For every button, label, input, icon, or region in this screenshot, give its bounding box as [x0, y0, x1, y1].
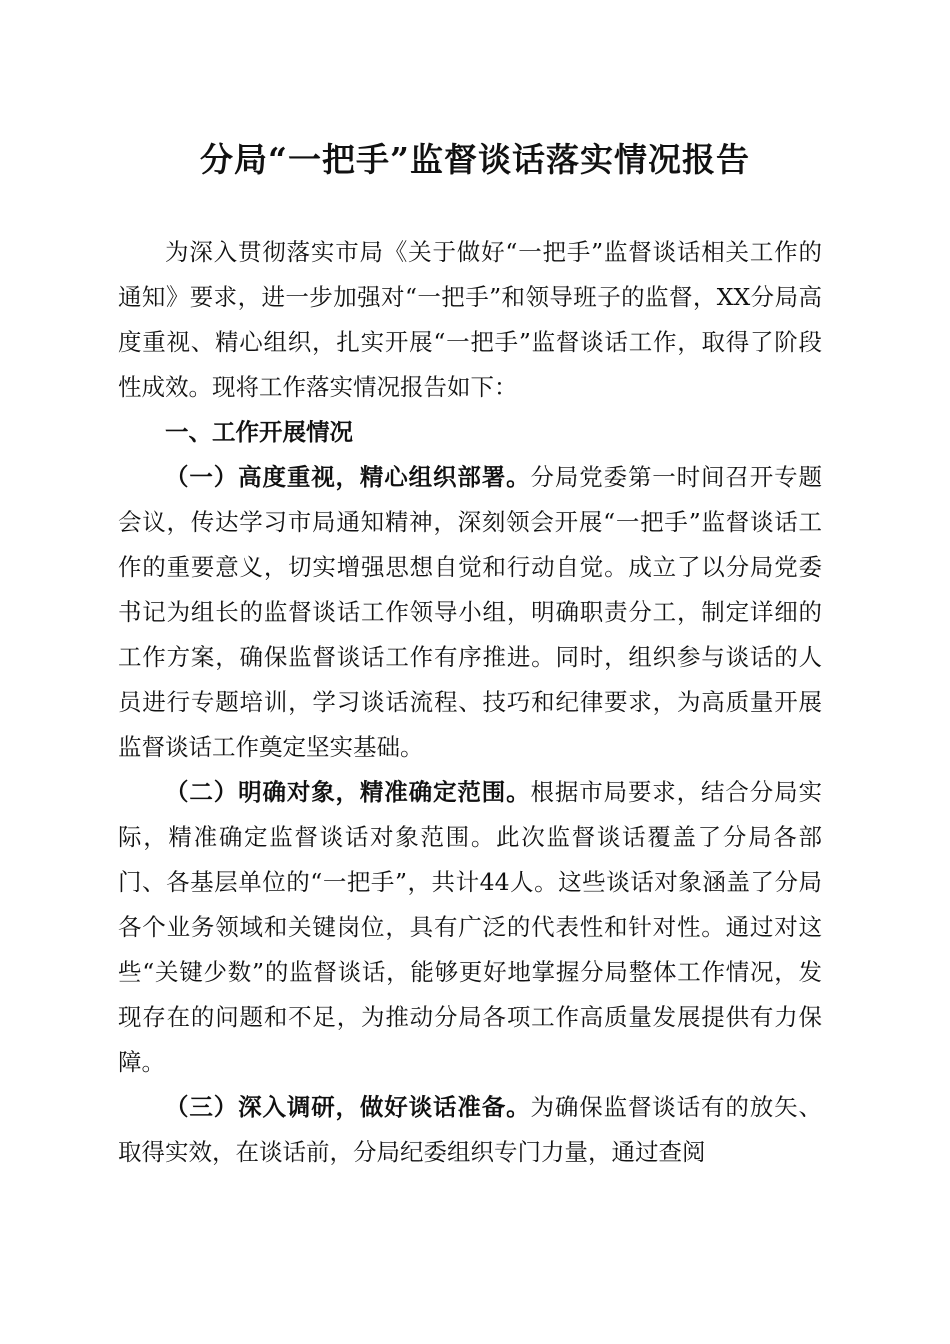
section-item-paragraph — [118, 1085, 822, 1175]
document-body — [118, 230, 822, 1175]
item-lead: （三）深入调研，做好谈话准备。 — [165, 1093, 531, 1121]
item-text: 分局党委第一时间召开专题会议，传达学习市局通知精神，深刻领会开展“一把手”监督谈话工作的重要意义，切实增强思想自觉和行动自觉。成立了以分局党委书记为组长的监督谈话工作领导小组，明确职责分工，制定详细的工作方案，确保监督谈话工作有序推进。同时，组织参与谈话的人员进行专题培训，学习谈话流程、技巧和纪律要求，为高质量开展监督谈话工作奠定坚实基础。 — [118, 463, 823, 761]
intro-paragraph: 为深入贯彻落实市局《关于做好“一把手”监督谈话相关工作的通知》要求，进一步加强对“一把手”和领导班子的监督，XX分局高度重视、精心组织，扎实开展“一把手”监督谈话工作，取得了阶段性成效。现将工作落实情况报告如下： — [118, 238, 822, 401]
item-lead: （二）明确对象，精准确定范围。 — [165, 778, 531, 806]
section-item-paragraph — [118, 455, 822, 770]
item-text: 根据市局要求，结合分局实际，精准确定监督谈话对象范围。此次监督谈话覆盖了分局各部门、各基层单位的“一把手”，共计44人。这些谈话对象涵盖了分局各个业务领域和关键岗位，具有广泛的代表性和针对性。通过对这些“关键少数”的监督谈话，能够更好地掌握分局整体工作情况，发现存在的问题和不足，为推动分局各项工作高质量发展提供有力保障。 — [118, 778, 823, 1076]
item-text: 为确保监督谈话有的放矢、取得实效，在谈话前，分局纪委组织专门力量，通过查阅 — [118, 1093, 823, 1166]
section-item-paragraph — [118, 770, 822, 1085]
document-title: 分局“一把手”监督谈话落实情况报告 — [200, 140, 750, 179]
section-heading: 一、工作开展情况 — [165, 418, 353, 446]
item-lead: （一）高度重视，精心组织部署。 — [165, 463, 531, 491]
